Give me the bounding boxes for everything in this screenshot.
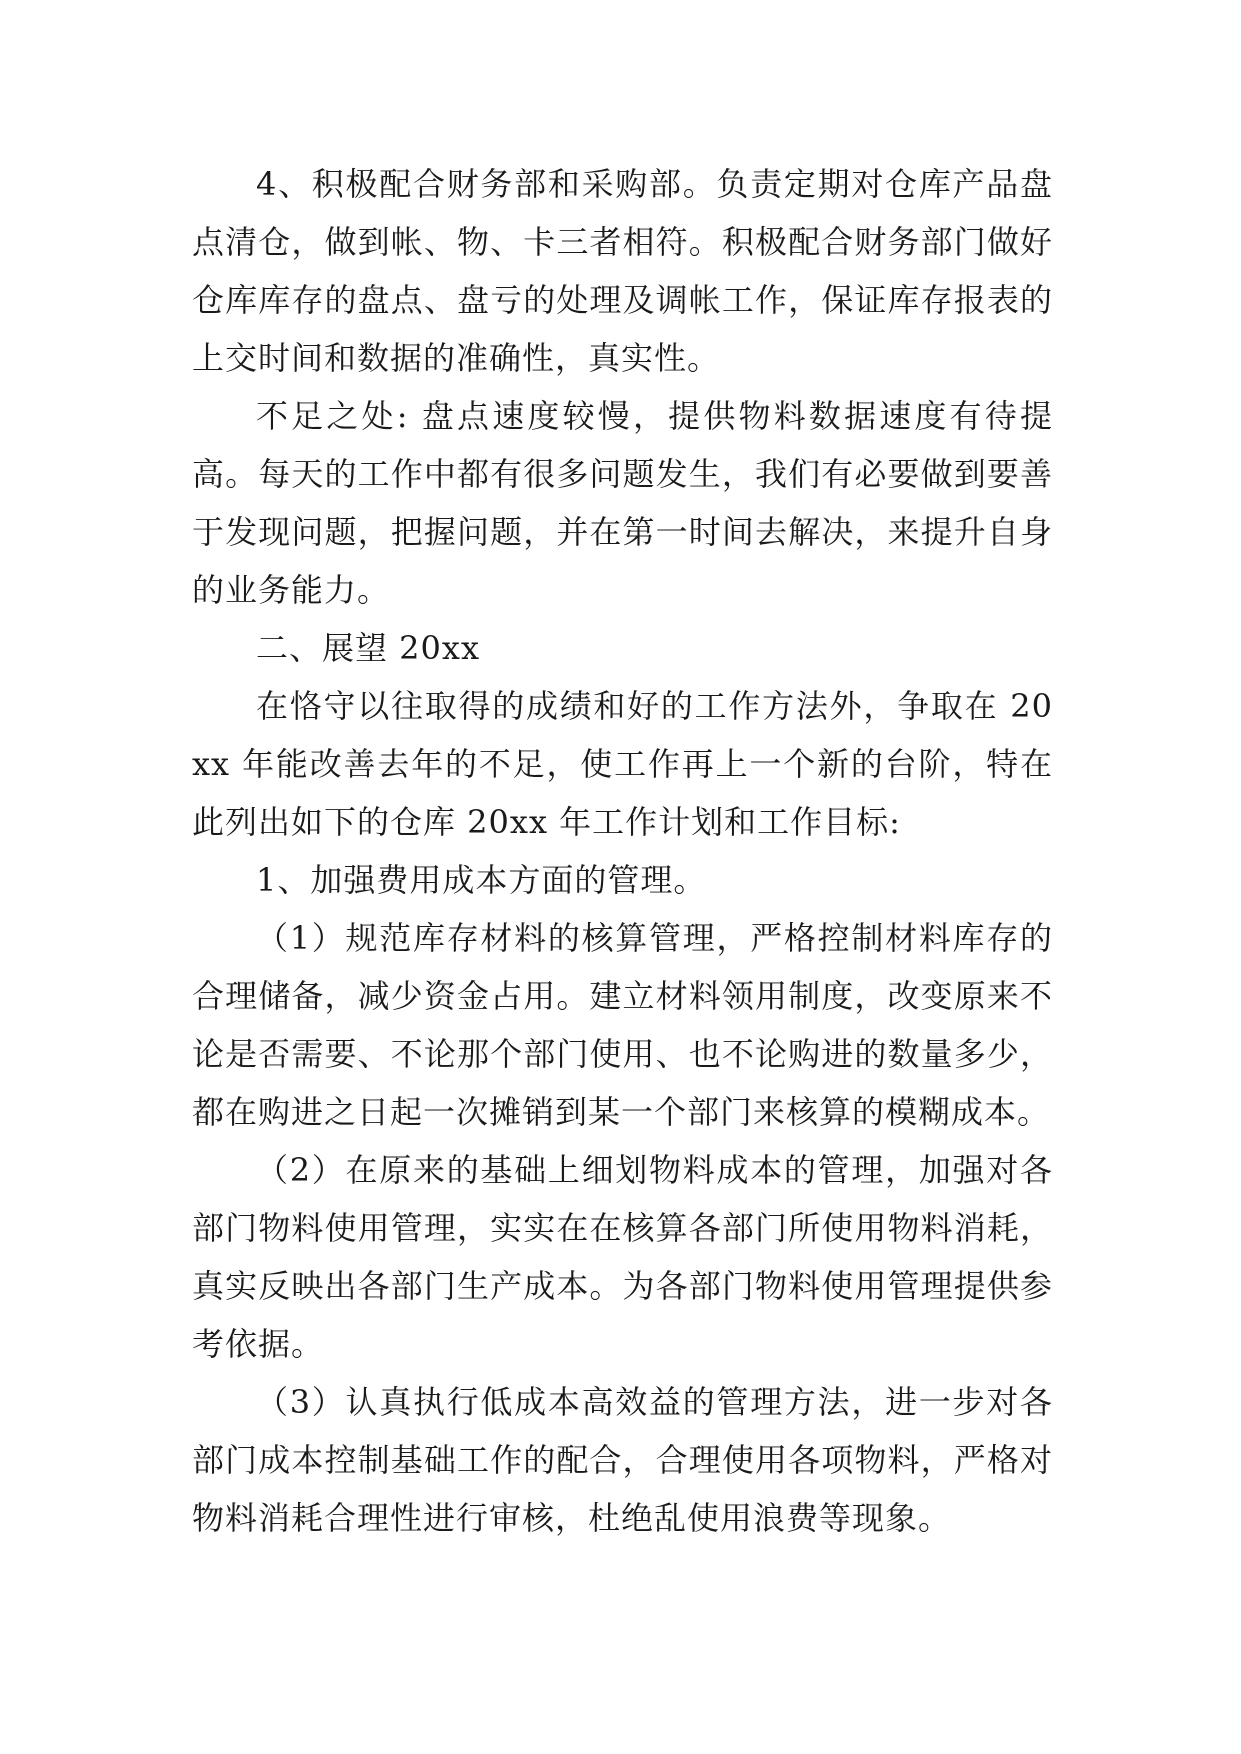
sub-item-low-cost-method: （3）认真执行低成本高效益的管理方法，进一步对各部门成本控制基础工作的配合，合理使用各项物料，严格对物料消耗合理性进行审核，杜绝乱使用浪费等现象。 [192, 1383, 1053, 1537]
paragraph-outlook-intro: 在恪守以往取得的成绩和好的工作方法外，争取在 20xx 年能改善去年的不足，使工作再上一个新的台阶，特在此列出如下的仓库 20xx 年工作计划和工作目标: [192, 687, 1053, 841]
sub-item-material-cost: （2）在原来的基础上细划物料成本的管理，加强对各部门物料使用管理，实实在在核算各部门所使用物料消耗，真实反映出各部门生产成本。为各部门物料使用管理提供参考依据。 [192, 1151, 1053, 1363]
paragraph-shortcomings: 不足之处: 盘点速度较慢，提供物料数据速度有待提高。每天的工作中都有很多问题发生，我们有必要做到要善于发现问题，把握问题，并在第一时间去解决，来提升自身的业务能力。 [192, 397, 1053, 609]
section-heading-outlook: 二、展望 20xx [256, 629, 480, 667]
list-item-cost-management: 1、加强费用成本方面的管理。 [256, 861, 707, 899]
document-page [192, 155, 1053, 1547]
sub-item-inventory-accounting: （1）规范库存材料的核算管理，严格控制材料库存的合理储备，减少资金占用。建立材料领用制度，改变原来不论是否需要、不论那个部门使用、也不论购进的数量多少，都在购进之日起一次摊销到某一个部门来核算的模糊成本。 [192, 919, 1053, 1131]
paragraph-finance-cooperation: 4、积极配合财务部和采购部。负责定期对仓库产品盘点清仓，做到帐、物、卡三者相符。积极配合财务部门做好仓库库存的盘点、盘亏的处理及调帐工作，保证库存报表的上交时间和数据的准确性，真实性。 [192, 165, 1053, 377]
